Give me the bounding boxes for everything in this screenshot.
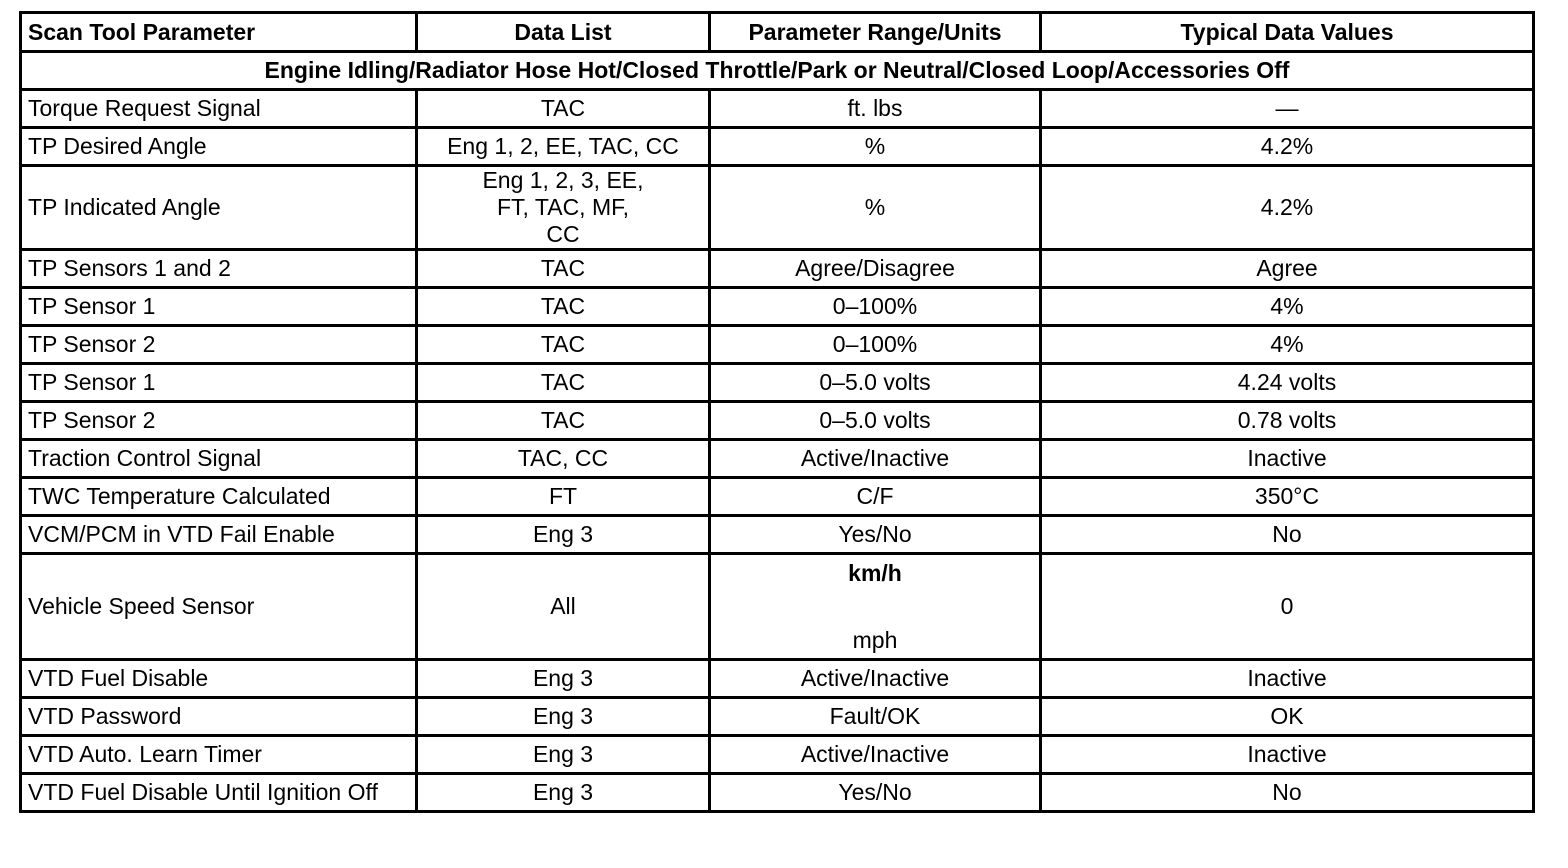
parameter-name: Vehicle Speed Sensor — [21, 554, 417, 660]
parameter-name: TP Indicated Angle — [21, 166, 417, 250]
table-row — [21, 478, 1534, 516]
parameter-range: Active/Inactive — [710, 440, 1041, 478]
typical-value: 350°C — [1041, 478, 1534, 516]
parameter-name: Traction Control Signal — [21, 440, 417, 478]
table-row — [21, 774, 1534, 812]
parameter-range: Agree/Disagree — [710, 250, 1041, 288]
parameter-name: TP Sensors 1 and 2 — [21, 250, 417, 288]
parameter-name: TP Sensor 2 — [21, 402, 417, 440]
table-row — [21, 402, 1534, 440]
parameter-range: Yes/No — [710, 774, 1041, 812]
typical-value: 4% — [1041, 326, 1534, 364]
data-list: FT — [417, 478, 710, 516]
typical-value: — — [1041, 90, 1534, 128]
operating-condition: Engine Idling/Radiator Hose Hot/Closed Throttle/Park or Neutral/Closed Loop/Accessories Off — [21, 52, 1534, 90]
table-row — [21, 166, 1534, 250]
data-list: Eng 3 — [417, 698, 710, 736]
data-list: Eng 3 — [417, 660, 710, 698]
header-data-list: Data List — [417, 13, 710, 52]
parameter-range: % — [710, 166, 1041, 250]
parameter-range: 0–5.0 volts — [710, 402, 1041, 440]
parameter-name: TP Sensor 1 — [21, 364, 417, 402]
table-row — [21, 660, 1534, 698]
table-row — [21, 250, 1534, 288]
table-row — [21, 90, 1534, 128]
parameter-name: VTD Fuel Disable Until Ignition Off — [21, 774, 417, 812]
typical-value: 0 — [1041, 554, 1534, 660]
header-typical-data-values: Typical Data Values — [1041, 13, 1534, 52]
parameter-name: TP Sensor 1 — [21, 288, 417, 326]
header-parameter-range-units: Parameter Range/Units — [710, 13, 1041, 52]
condition-row — [21, 52, 1534, 90]
parameter-name: Torque Request Signal — [21, 90, 417, 128]
typical-value: Agree — [1041, 250, 1534, 288]
parameter-name: TP Desired Angle — [21, 128, 417, 166]
data-list: Eng 3 — [417, 736, 710, 774]
data-list: Eng 1, 2, EE, TAC, CC — [417, 128, 710, 166]
parameter-range: % — [710, 128, 1041, 166]
data-list: Eng 3 — [417, 774, 710, 812]
header-scan-tool-parameter: Scan Tool Parameter — [21, 13, 417, 52]
table-header-row — [21, 13, 1534, 52]
parameter-name: TP Sensor 2 — [21, 326, 417, 364]
data-list: TAC — [417, 250, 710, 288]
parameter-range: Yes/No — [710, 516, 1041, 554]
data-list: TAC — [417, 288, 710, 326]
data-list: TAC — [417, 364, 710, 402]
parameter-name: TWC Temperature Calculated — [21, 478, 417, 516]
typical-value: OK — [1041, 698, 1534, 736]
table-row — [21, 736, 1534, 774]
range-unit-imperial: mph — [852, 626, 898, 653]
parameter-range: ft. lbs — [710, 90, 1041, 128]
scan-tool-data-table — [19, 11, 1535, 813]
table-row — [21, 128, 1534, 166]
data-list: Eng 3 — [417, 516, 710, 554]
data-list: TAC, CC — [417, 440, 710, 478]
typical-value: Inactive — [1041, 440, 1534, 478]
table-row — [21, 440, 1534, 478]
table-row — [21, 288, 1534, 326]
parameter-name: VTD Fuel Disable — [21, 660, 417, 698]
typical-value: No — [1041, 774, 1534, 812]
table-row — [21, 326, 1534, 364]
typical-value: 4% — [1041, 288, 1534, 326]
parameter-range: 0–100% — [710, 288, 1041, 326]
typical-value: 0.78 volts — [1041, 402, 1534, 440]
parameter-range: 0–5.0 volts — [710, 364, 1041, 402]
parameter-range: 0–100% — [710, 326, 1041, 364]
data-list: All — [417, 554, 710, 660]
range-unit-metric: km/h — [848, 559, 902, 586]
parameter-range: Active/Inactive — [710, 660, 1041, 698]
parameter-name: VCM/PCM in VTD Fail Enable — [21, 516, 417, 554]
table-row — [21, 698, 1534, 736]
typical-value: 4.2% — [1041, 166, 1534, 250]
data-list: TAC — [417, 402, 710, 440]
table-row — [21, 364, 1534, 402]
parameter-range: Active/Inactive — [710, 736, 1041, 774]
typical-value: Inactive — [1041, 736, 1534, 774]
parameter-range: Fault/OK — [710, 698, 1041, 736]
data-list: TAC — [417, 326, 710, 364]
parameter-name: VTD Password — [21, 698, 417, 736]
typical-value: 4.2% — [1041, 128, 1534, 166]
parameter-name: VTD Auto. Learn Timer — [21, 736, 417, 774]
table-row — [21, 554, 1534, 660]
parameter-range: C/F — [710, 478, 1041, 516]
table-row — [21, 516, 1534, 554]
typical-value: No — [1041, 516, 1534, 554]
typical-value: 4.24 volts — [1041, 364, 1534, 402]
data-list: TAC — [417, 90, 710, 128]
parameter-range — [710, 554, 1041, 660]
typical-value: Inactive — [1041, 660, 1534, 698]
data-list: Eng 1, 2, 3, EE, FT, TAC, MF, CC — [417, 166, 710, 250]
